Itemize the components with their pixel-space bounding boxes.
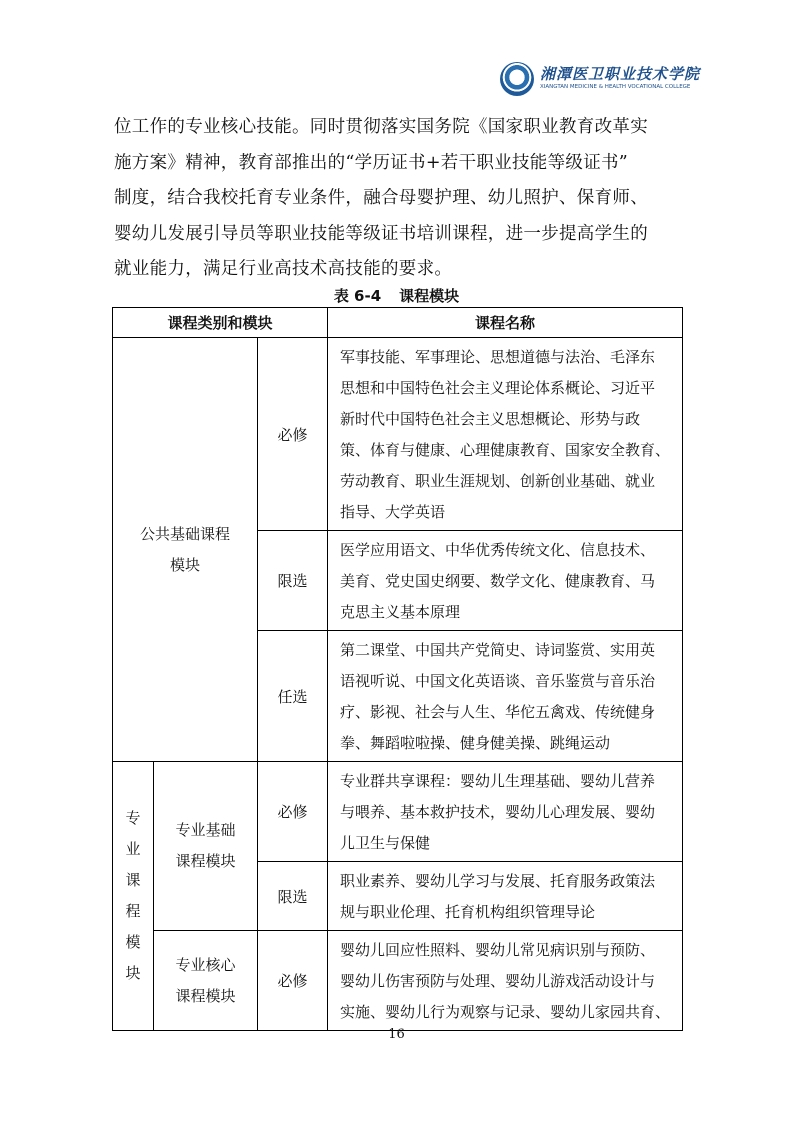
- public-module-label: 公共基础课程 模块: [113, 338, 258, 762]
- school-name: 湘潭医卫职业技术学院: [540, 65, 701, 83]
- course-list: 第二课堂、中国共产党简史、诗词鉴赏、实用英 语视听说、中国文化英语谈、音乐鉴赏与音乐治 疗、影视、社会与人生、华佗五禽戏、传统健身 拳、舞蹈啦啦操、健身健美操、跳绳运动: [328, 631, 683, 762]
- course-type: 必修: [258, 931, 328, 1031]
- table-header-row: [113, 308, 683, 338]
- header-category: 课程类别和模块: [113, 308, 328, 338]
- table-number: 表 6-4: [333, 287, 382, 305]
- course-list: 职业素养、婴幼儿学习与发展、托育服务政策法 规与职业伦理、托育机构组织管理导论: [328, 862, 683, 931]
- course-list: 专业群共享课程：婴幼儿生理基础、婴幼儿营养 与喂养、基本救护技术，婴幼儿心理发展、婴幼 儿卫生与保健: [328, 762, 683, 862]
- course-list: 军事技能、军事理论、思想道德与法治、毛泽东 思想和中国特色社会主义理论体系概论、习近平 新时代中国特色社会主义思想概论、形势与政 策、体育与健康、心理健康教育、国家安全教育、 劳动教育、职业生涯规划、创新创业基础、就业 指导、大学英语: [328, 338, 683, 531]
- school-name-en: XIANGTAN MEDICINE & HEALTH VOCATIONAL COLLEGE: [540, 84, 691, 90]
- course-type: 限选: [258, 862, 328, 931]
- course-type: 必修: [258, 338, 328, 531]
- paragraph-line: 位工作的专业核心技能。同时贯彻落实国务院《国家职业教育改革实: [114, 117, 648, 137]
- table-row: [113, 338, 683, 531]
- paragraph-line: 制度，结合我校托育专业条件，融合母婴护理、幼儿照护、保育师、: [114, 188, 648, 209]
- table-row: [113, 931, 683, 1031]
- professional-module-label: 专 业 课 程 模 块: [113, 762, 154, 1031]
- course-type: 限选: [258, 531, 328, 631]
- table-row: [113, 762, 683, 862]
- paragraph-line: 婴幼儿发展引导员等职业技能等级证书培训课程，进一步提高学生的: [114, 223, 648, 244]
- header-course-name: 课程名称: [328, 308, 683, 338]
- basic-module-label: 专业基础 课程模块: [154, 762, 258, 931]
- body-paragraph: [114, 110, 684, 288]
- table-title: 课程模块: [399, 287, 460, 305]
- core-module-label: 专业核心 课程模块: [154, 931, 258, 1031]
- course-type: 必修: [258, 762, 328, 862]
- paragraph-line: 就业能力，满足行业高技术高技能的要求。: [114, 259, 453, 280]
- course-list: 医学应用语文、中华优秀传统文化、信息技术、 美育、党史国史纲要、数学文化、健康教育、马 克思主义基本原理: [328, 531, 683, 631]
- table-caption: [0, 285, 793, 306]
- school-emblem-icon: [500, 62, 534, 96]
- paragraph-line: 施方案》精神，教育部推出的“学历证书+若干职业技能等级证书”: [114, 152, 629, 173]
- course-type: 任选: [258, 631, 328, 762]
- course-list: 婴幼儿回应性照料、婴幼儿常见病识别与预防、 婴幼儿伤害预防与处理、婴幼儿游戏活动设计与 实施、婴幼儿行为观察与记录、婴幼儿家园共育、: [328, 931, 683, 1031]
- course-module-table: [112, 307, 683, 1031]
- school-logo: [500, 62, 701, 98]
- page-number: 16: [388, 1027, 405, 1042]
